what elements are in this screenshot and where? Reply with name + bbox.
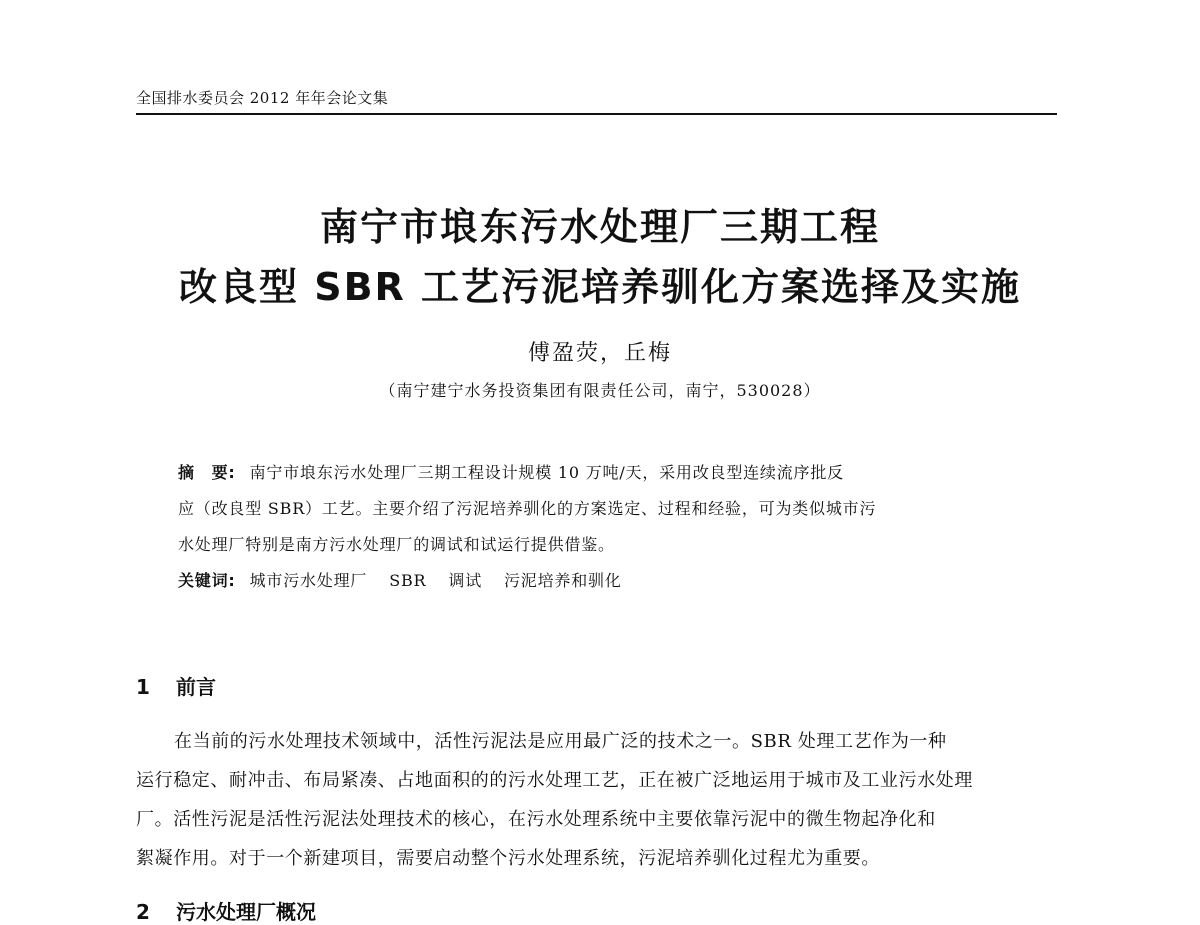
running-header: 全国排水委员会 2012 年年会论文集 — [136, 89, 389, 107]
section-title: 污水处理厂概况 — [176, 900, 316, 924]
keywords-row — [178, 563, 1028, 599]
abstract-line: 水处理厂特别是南方污水处理厂的调试和试运行提供借鉴。 — [178, 535, 615, 554]
keyword: 调试 — [448, 571, 482, 590]
section-heading — [136, 671, 216, 700]
section-1-body — [136, 722, 1061, 878]
title-line-1: 南宁市埌东污水处理厂三期工程 — [319, 205, 880, 249]
body-line: 在当前的污水处理技术领域中，活性污泥法是应用最广泛的技术之一。SBR 处理工艺作为一种 — [174, 731, 947, 752]
header-rule — [136, 113, 1057, 115]
abstract-label: 摘 要: — [178, 463, 236, 482]
section-number: 2 — [136, 900, 150, 924]
keyword: SBR — [389, 571, 427, 590]
body-line: 絮凝作用。对于一个新建项目，需要启动整个污水处理系统，污泥培养驯化过程尤为重要。 — [136, 848, 880, 869]
authors: 傅盈荧，丘梅 — [527, 341, 672, 366]
abstract-block — [178, 455, 1028, 599]
keyword: 污泥培养和驯化 — [504, 571, 622, 590]
body-line: 厂。活性污泥是活性污泥法处理技术的核心，在污水处理系统中主要依靠污泥中的微生物起净化和 — [136, 809, 936, 830]
abstract-line — [178, 455, 1028, 491]
title-line-2: 改良型 SBR 工艺污泥培养驯化方案选择及实施 — [178, 265, 1022, 309]
section-title: 前言 — [176, 675, 216, 699]
section-heading — [136, 896, 316, 925]
body-line: 运行稳定、耐冲击、布局紧凑、占地面积的的污水处理工艺，正在被广泛地运用于城市及工业污水处理 — [136, 770, 973, 791]
keyword: 城市污水处理厂 — [249, 571, 368, 590]
abstract-line: 应（改良型 SBR）工艺。主要介绍了污泥培养驯化的方案选定、过程和经验，可为类似城市污 — [178, 499, 877, 518]
abstract-text: 南宁市埌东污水处理厂三期工程设计规模 10 万吨/天，采用改良型连续流序批反 — [249, 463, 844, 482]
section-number: 1 — [136, 675, 150, 699]
affiliation: （南宁建宁水务投资集团有限责任公司，南宁，530028） — [379, 381, 821, 400]
keywords-label: 关键词: — [178, 571, 236, 590]
